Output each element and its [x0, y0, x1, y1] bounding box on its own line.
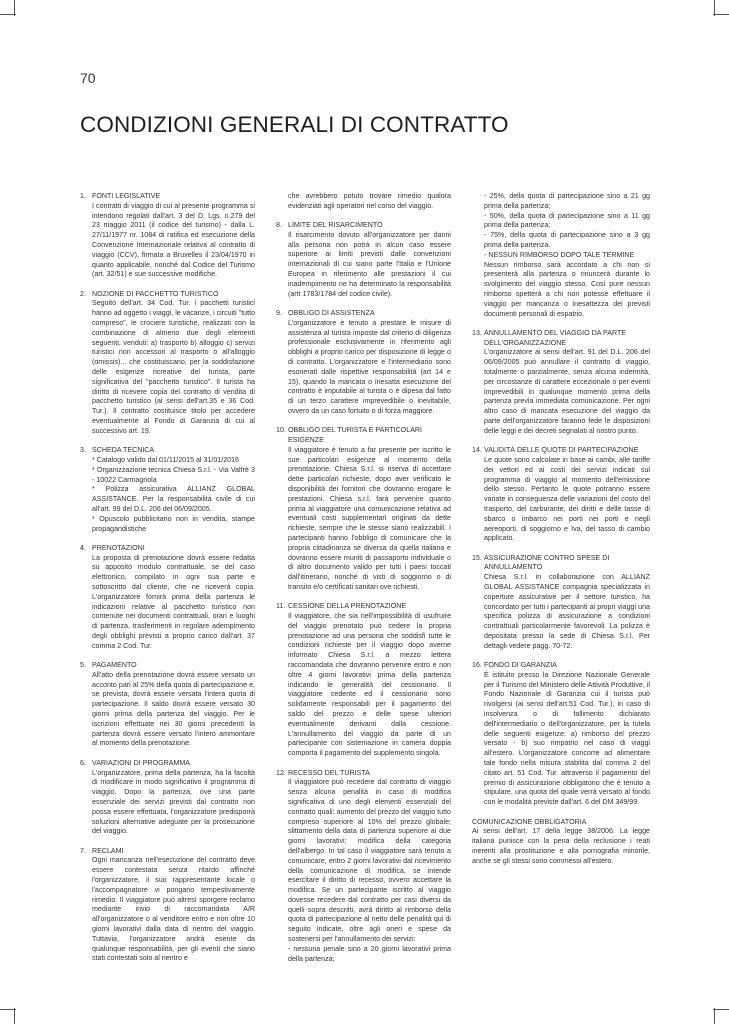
section-body: * Catalogo valido dal 01/11/2015 al 31/01/2016 * Organizzazione tecnica Chiesa S.r.l. - Via Valfrè 3 - 10022 Carmagnola * Polizza assicurativa ALLIANZ GLOBAL ASSISTANCE. Per la responsabilità civile di cui all'art. 99 del D.L. 206 del 06/09/2005. * Opuscolo pubblicitario non in vendita, stampe propagandistiche [92, 455, 255, 533]
contract-section [472, 192, 650, 319]
section-heading [80, 759, 255, 769]
contract-section [80, 544, 255, 652]
section-number: 3. [80, 446, 86, 455]
section-heading [472, 554, 650, 574]
section-title: SCHEDA TECNICA [92, 446, 155, 455]
section-title: RECESSO DEL TURISTA [288, 768, 370, 777]
contract-section [80, 192, 255, 280]
section-title: VALIDITÀ DELLE QUOTE DI PARTECIPAZIONE [484, 446, 639, 455]
section-body: Chiesa S.r.l. in collaborazione con ALLIANZ GLOBAL ASSISTANCE compagnia specializzata in coperture assicurative per il settore turistico, ha concordato per tutti i partecipanti ai propri viaggi una specifica polizza di assicurazione a condizioni contrattuali particolarmente favorevoli. La polizza è depositata presso la sede di Chiesa S.r.l. Per dettagli vedere pagg. 70-72. [484, 573, 650, 650]
contract-section [472, 554, 650, 652]
section-number: 7. [80, 846, 86, 855]
section-title: NOZIONE DI PACCHETTO TURISTICO [92, 289, 219, 298]
contract-section [80, 446, 255, 534]
contract-section [472, 818, 650, 867]
contract-section [80, 661, 255, 749]
page-title: CONDIZIONI GENERALI DI CONTRATTO [80, 112, 509, 137]
section-body: Ai sensi dell'art. 17 della legge 38/2006. La legge italiana punisce con la pena della reclusione i reati inerenti alla prostituzione e alla pornografia minorile, anche se gli stessi sono commessi all'estero. [472, 827, 650, 865]
contract-section [276, 769, 451, 965]
contract-section [80, 290, 255, 437]
section-body: Il viaggiatore, che sia nell'impossibilità di usufruire del viaggio prenotato può cedere la propria prenotazione ad una persona che soddisfi tutte le condizioni richieste per il viaggio dopo averne informato Chiesa S.r.l. a mezzo lettera raccomandata che dovranno pervenire entro e non oltre 4 giorni lavorativi prima della partenza indicando le generalità del cessionario. Il viaggiatore cedente ed il cessionario sono solidamente responsabili per il pagamento del saldo del prezzo e delle spese ulteriori eventualmente derivanti dalla cessione. L'annullamento del viaggio da parte di un partecipante con sistemazione in camera doppia comporta il pagamento del supplemento singola. [288, 612, 451, 758]
section-title: RECLAMI [92, 846, 124, 855]
crop-mark [713, 1009, 729, 1010]
crop-mark [0, 14, 16, 15]
section-body: che avrebbero potuto trovare rimedio qualora evidenziati agli operatori nel corso del viaggio. [288, 192, 451, 210]
section-title: VARIAZIONI DI PROGRAMMA [92, 758, 191, 767]
section-title: PAGAMENTO [92, 661, 137, 670]
section-heading [472, 661, 650, 671]
crop-mark [14, 1008, 15, 1024]
section-title: FONDO DI GARANZIA [484, 661, 557, 670]
section-body: L'organizzatore è tenuto a prestare le misure di assistenza al turista imposte dal criterio di diligenza professionale esclusivamente in riferimento agli obblighi a proprio carico per disposizione di legge o di contratto. L'organizzatore e l'intermediario sono esonerati dalle rispettive responsabilità (art 14 e 15), quando la mancata o inesatta esecuzione del contratto è imputabile al turista o è dipesa dal fatto di un terzo carattere imprevedibile o inevitabile, ovvero da un caso fortuito o di forza maggiore. [288, 318, 451, 415]
section-title: CESSIONE DELLA PRENOTAZIONE [288, 602, 407, 611]
section-body: La proposta di prenotazione dovrà essere redatta su apposito modulo contrattuale, se del caso elettronico, compilato in ogni sua parte e sottoscritto dal cliente, che ne riceverà copia. L'organizzatore fornirà prima della partenza le indicazioni relative al pacchetto turistico non contenute nei documenti contrattuali, orari e luoghi di partenza, trasferimenti in regolare adempimento degli obblighi previsti a proprio carico dall'art. 37 comma 2 Cod. Tur. [92, 553, 255, 650]
section-number: 14. [472, 446, 482, 455]
contract-section [276, 602, 451, 759]
section-number: 5. [80, 661, 86, 670]
section-body: Il viaggiatore è tenuto a far presente per iscritto le sue particolari esigenze al momento della prenotazione. Chiesa S.r.l. si riserva di accettare dette particolari richieste, dopo aver verificato le disponibilità dei fornitori che dovranno erogare le prestazioni. Chiesa s.r.l. farà pervenire quanto prima al viaggiatore una comunicazione relativa ad eventuali costi supplementari originati da dette richieste, sempre che le stesse siano realizzabili. I partecipanti hanno l'obbligo di comunicare che la propria cittadinanza se diversa da quella italiana e dovranno essere muniti di passaporto individuale o di altro documento valido per tutti i paesi toccati dall'itinerario, nonché di visti di soggiorno o di transito e/o certificati sanitari ove richiesti. [288, 445, 451, 591]
section-body: All'atto della prenotazione dovrà essere versato un acconto pari al 25% della quota di partecipazione e, se prevista, dovrà essere versata l'intera quota di partecipazione. Il saldo dovrà essere versato 30 giorni prima della partenza del viaggio. Per le iscrizioni effettuate nei 30 giorni precedenti la partenza dovrà essere versato l'intero ammontare al momento della prenotazione. [92, 670, 255, 748]
text-column-1 [80, 192, 255, 974]
section-title: OBBLIGO DI ASSISTENZA [288, 308, 375, 317]
section-heading [276, 221, 451, 231]
section-number: 13. [472, 328, 482, 337]
section-heading [472, 329, 650, 349]
crop-mark [714, 1008, 715, 1024]
section-number: 16. [472, 661, 482, 670]
section-body: È istituito presso la Direzione Nazionale Generale per il Turismo del Ministero delle Attività Produttive, il Fondo Nazionale di Garanzia cui il turista può rivolgersi (ai sensi dell'art.51 Cod. Tur.), in caso di insolvenza o di fallimento dichiarato dell'intermediario o dell'organizzatore, per la tutela delle seguenti esigenze: a) rimborso del prezzo versato - b) suo rimpatrio nel caso di viaggi all'estero. L'organizzatore concorre ad alimentare tale fondo nella misura stabilita dal comma 2 del citato art. 51 Cod. Tur. attraverso il pagamento del premio di assicurazione obbligatorio che è tenuto a stipulare, una quota del quale verrà versato al fondo con le modalità previste dall'art. 6 del DM 349/99. [484, 670, 650, 807]
section-body: Seguito dell'art. 34 Cod. Tur. i pacchetti turistici hanno ad oggetto i viaggi, le vacanze, i circuiti "tutto compreso", le crociere turistiche, realizzati con la combinazione di almeno due degli elementi seguenti, venduti: a) trasporto b) alloggio c) servizi turistici non accessori al trasporto o all'alloggio (omissis)... che costituiscano, per la soddisfazione delle esigenze ricreative del turista, parte significativa del "pacchetto turistico". Il turista ha diritto di ricevere copia del contratto di vendita di pacchetto turistico (ai sensi dell'art.35 e 36 Cod. Tur.). Il contratto costituisce titolo per accedere eventualmente al Fondo di Garanzia di cui al successivo art. 19. [92, 299, 256, 435]
contract-section [276, 309, 451, 417]
section-heading [472, 818, 650, 828]
section-body: Il risarcimento dovuto all'organizzatore per danni alla persona non potrà in alcun caso essere superiore ai limiti previsti dalle convenzioni internazionali di cui siano parte l'Italia e l'Unione Europea in riferimento alle prestazioni il cui inadempimento ne ha determinato la responsabilità (artt 1783/1784 del codice civile). [288, 230, 451, 298]
section-title: LIMITE DEL RISARCIMENTO [288, 221, 383, 230]
section-heading [80, 544, 255, 554]
section-heading [276, 426, 451, 446]
contract-section [276, 192, 451, 212]
contract-section [80, 759, 255, 837]
section-number: 12. [276, 768, 286, 777]
section-number: 10. [276, 426, 286, 435]
section-title: PRENOTAZIONI [92, 543, 145, 552]
section-heading [276, 309, 451, 319]
section-number: 1. [80, 192, 86, 200]
section-title: COMUNICAZIONE OBBLIGATORIA [472, 817, 587, 826]
section-body: Il viaggiatore può recedere dal contratto di viaggio senza alcuna penalità in caso di modifica significativa di uno degli elementi essenziali del contratto quali: aumento del prezzo del viaggio tutto compreso superiore al 10% del prezzo globale; slittamento della data di partenza superiore ai due giorni lavorativi; modifica della categoria dell'albergo. In tal caso il viaggiatore sarà tenuto a comunicare, entro 2 giorni lavorativi dal ricevimento della comunicazione di modifica, se intende esercitare il diritto di recesso, ovvero accettare la modifica. Se un partecipante iscritto al viaggio dovesse recedere dal contratto per casi diversi da quelli sopra descritti, avrà diritto al rimborso della quota di partecipazione al netto delle penalità qui di seguito indicate, oltre agli oneri e spese da sostenersi per l'annullamento dei servizi: - nessuna penale sino a 20 giorni lavorativi prima della partenza; [288, 778, 451, 963]
section-heading [80, 661, 255, 671]
section-heading [276, 602, 451, 612]
section-heading [80, 192, 255, 202]
section-body: L'organizzatore ai sensi dell'art. 91 del D.L. 206 del 06/09/2005 può annullare il contratto di viaggio, totalmente o parzialmente, senza alcuna indennità, per circostanze di carattere eccezionale o per eventi imprevedibili in qualunque momento prima della partenza previa immediata comunicazione. Per ogni altro caso di mancata esecuzione del viaggio da parte dell'organizzatore faranno fede le disposizioni delle leggi e dei decreti segnalati al nostro punto. [484, 348, 650, 435]
crop-mark [0, 1009, 16, 1010]
section-number: 4. [80, 543, 86, 552]
section-heading [80, 446, 255, 456]
section-number: 6. [80, 758, 86, 767]
section-number: 9. [276, 308, 282, 317]
section-title: OBBLIGO DEL TURISTA E PARTICOLARI ESIGENZE [288, 426, 423, 445]
section-heading [276, 769, 451, 779]
section-heading [80, 290, 255, 300]
contract-section [472, 446, 650, 544]
page-number: 70 [80, 70, 96, 86]
section-title: FONTI LEGISLATIVE [92, 192, 161, 200]
section-title: ASSICURAZIONE CONTRO SPESE DI ANNULLAMENTO [484, 553, 610, 572]
section-number: 8. [276, 221, 282, 230]
section-body: I contratti di viaggio di cui al presente programma si intendono regolati dall'art. 3 del D. Lgs. n.279 del 23 maggio 2011 (il codice del turismo) - dalla L. 27/11/1977 nr. 1084 di ratifica ed esecuzione della Convenzione Internazionale relativa al contratto di viaggio (CCV), firmata a Bruxelles il 23/04/1970 in quanto applicabile, nonché dal Codice del Turismo (art. 32/51) e sue successive modifiche. [92, 201, 255, 279]
section-heading [472, 446, 650, 456]
contract-section [472, 661, 650, 808]
section-title: ANNULLAMENTO DEL VIAGGIO DA PARTE DELL'ORGANIZZAZIONE [484, 328, 627, 347]
contract-section [472, 329, 650, 437]
section-body: - 25%, della quota di partecipazione sino a 21 gg prima della partenza; - 50%, della quota di partecipazione sino a 11 gg prima della partenza; - 75%, della quota di partecipazione sino a 3 gg prima della partenza. - NESSUN RIMBORSO DOPO TALE TERMINE Nessun rimborso sarà accordato a chi non si presenterà alla partenza o rinuncerà durante lo svolgimento del viaggio stesso. Così pure nessun rimborso spetterà a chi non potesse effettuare il viaggio per mancanza o inesattezza dei previsti documenti personali di espatrio. [484, 192, 650, 318]
section-number: 11. [276, 602, 286, 611]
text-column-3 [472, 192, 650, 876]
section-number: 15. [472, 553, 482, 562]
section-body: Ogni mancanza nell'esecuzione del contratto deve essere contestata senza ritardo affinché l'organizzatore, il suo rappresentante locale o l'accompagnatore vi pongano tempestivamente rimedio. Il viaggiatore può altresì sporgere reclamo mediante invio di raccomandata A/R all'organizzatore o al venditore entro e non oltre 10 giorni lavorativi dalla data di rientro del viaggio. Tuttavia, l'organizzatore andrà esente da qualunque responsabilità, per gli eventi che siano stati contestati solo al rientro e [92, 856, 255, 963]
section-body: L'organizzatore, prima della partenza, ha la facoltà di modificare in modo significativo il programma di viaggio. Dopo la partenza, ove una parte essenziale dei servizi previsti dal contratto non possa essere effettuata, l'organizzatore predisporrà soluzioni alternative adeguate per la prosecuzione del viaggio. [92, 768, 255, 836]
section-number: 2. [80, 289, 86, 298]
section-body: Le quote sono calcolate in base ai cambi, alle tariffe dei vettori ed ai costi dei servizi indicati sul programma di viaggio al momento dell'emissione dello stesso. Pertanto le quote potranno essere variate in conseguenza delle variazioni del costo del trasporto, del carburante, dei diritti e delle tasse di sbarco o imbarco nei porti nei porti e negli aereoporti, di soggiorno e Iva, del tasso di cambio applicato. [484, 455, 650, 543]
contract-section [80, 847, 255, 965]
contract-section [276, 426, 451, 593]
contract-section [276, 221, 451, 299]
text-column-2 [276, 192, 451, 974]
section-heading [80, 847, 255, 857]
crop-mark [713, 14, 729, 15]
